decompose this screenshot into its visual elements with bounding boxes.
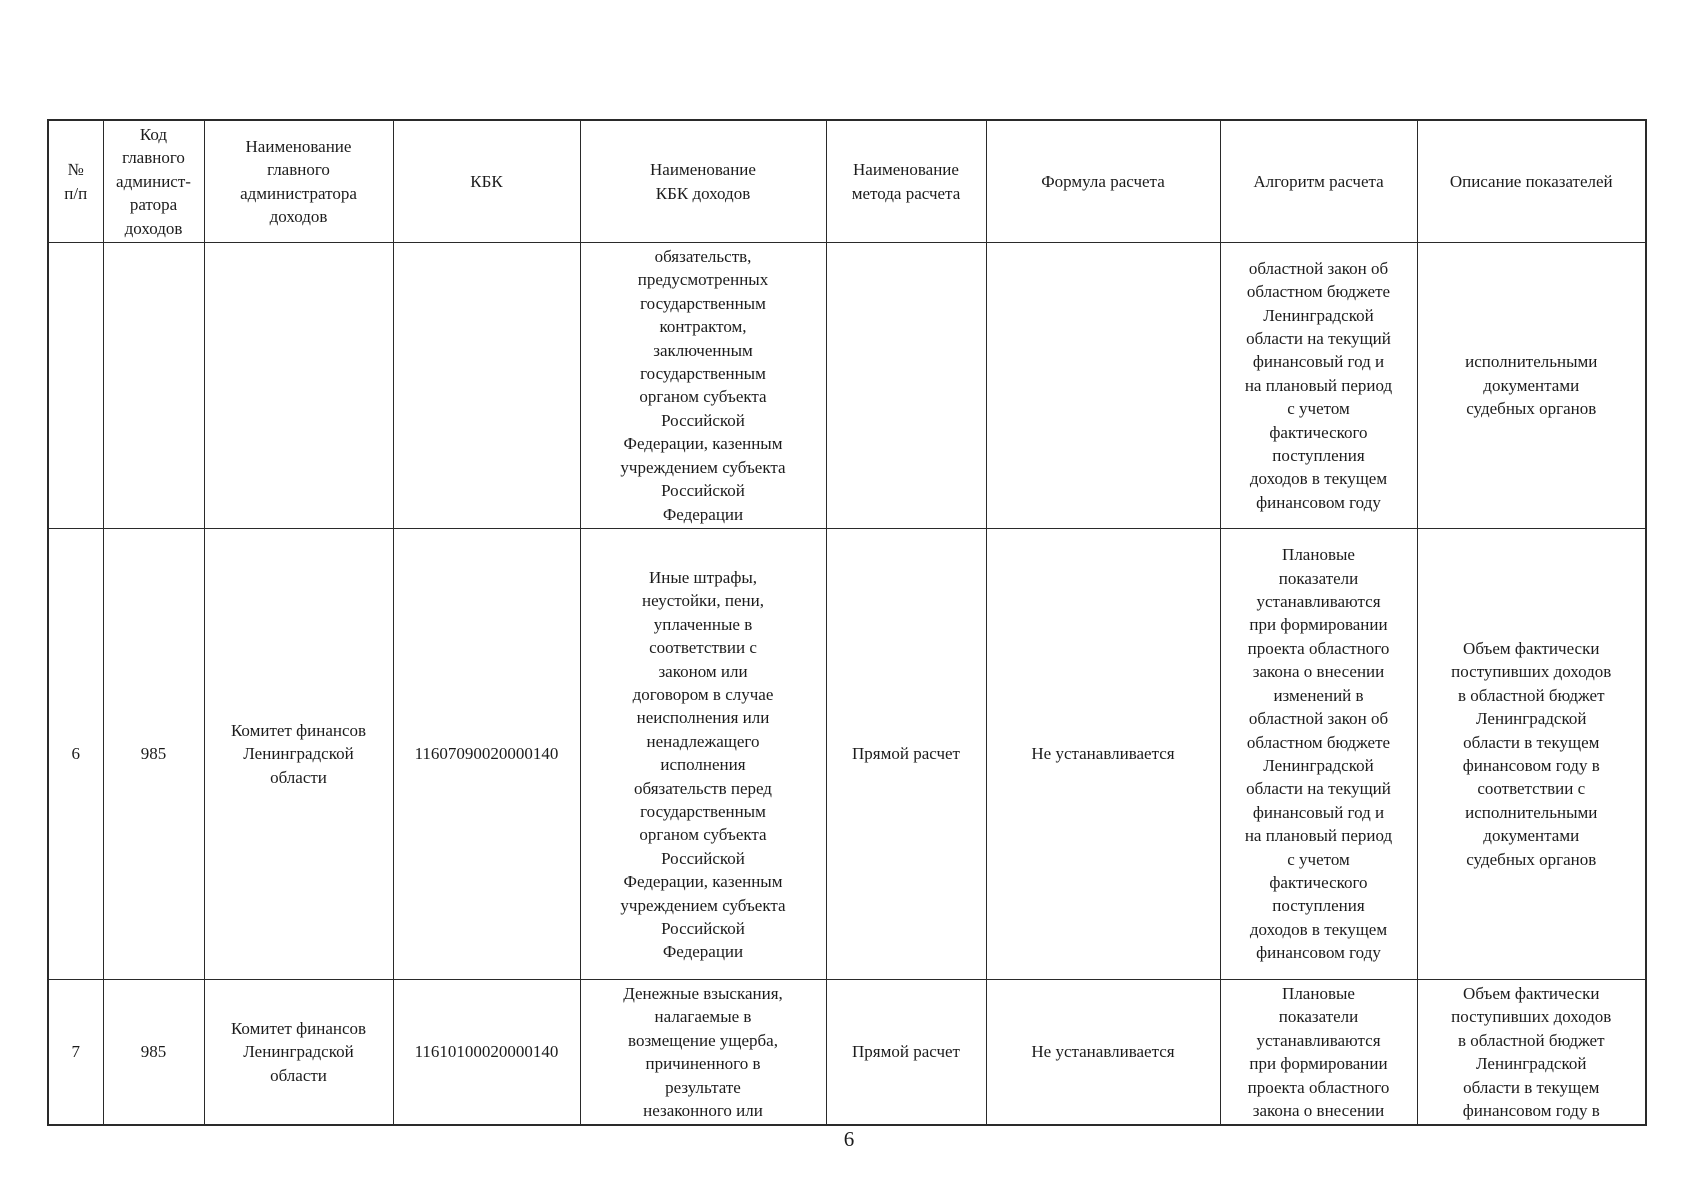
- cell-admin-code: 985: [103, 979, 204, 1125]
- cell-method: [826, 243, 986, 529]
- cell-method: Прямой расчет: [826, 528, 986, 979]
- table-header-row: [48, 120, 1646, 243]
- header-admin-name: Наименование главного администратора доходов: [204, 120, 393, 243]
- revenue-methods-table: [47, 119, 1647, 1126]
- table-row: [48, 528, 1646, 979]
- cell-algorithm: Плановые показатели устанавливаются при формировании проекта областного закона о внесении: [1220, 979, 1417, 1125]
- cell-admin-code: [103, 243, 204, 529]
- header-admin-code: Код главного админист- ратора доходов: [103, 120, 204, 243]
- header-kbk-name: Наименование КБК доходов: [580, 120, 826, 243]
- cell-algorithm: областной закон об областном бюджете Ленинградской области на текущий финансовый год и на плановый период с учетом фактического поступления доходов в текущем финансовом году: [1220, 243, 1417, 529]
- cell-num: 7: [48, 979, 103, 1125]
- header-num: № п/п: [48, 120, 103, 243]
- cell-kbk: [393, 243, 580, 529]
- cell-admin-code: 985: [103, 528, 204, 979]
- header-method: Наименование метода расчета: [826, 120, 986, 243]
- cell-kbk: 11610100020000140: [393, 979, 580, 1125]
- header-description: Описание показателей: [1417, 120, 1646, 243]
- table-row: [48, 979, 1646, 1125]
- header-kbk: КБК: [393, 120, 580, 243]
- cell-kbk: 11607090020000140: [393, 528, 580, 979]
- cell-num: 6: [48, 528, 103, 979]
- cell-formula: Не устанавливается: [986, 979, 1220, 1125]
- cell-admin-name: Комитет финансов Ленинградской области: [204, 979, 393, 1125]
- cell-num: [48, 243, 103, 529]
- cell-kbk-name: Иные штрафы, неустойки, пени, уплаченные в соответствии с законом или договором в случае неисполнения или ненадлежащего исполнения обязательств перед государственным органом субъекта Российской Федерации, казенным учреждением субъекта Российской Федерации: [580, 528, 826, 979]
- cell-algorithm: Плановые показатели устанавливаются при формировании проекта областного закона о внесении изменений в областной закон об областном бюджете Ленинградской области на текущий финансовый год и на плановый период с учетом фактического поступления доходов в текущем финансовом году: [1220, 528, 1417, 979]
- cell-description: исполнительными документами судебных органов: [1417, 243, 1646, 529]
- cell-description: Объем фактически поступивших доходов в областной бюджет Ленинградской области в текущем финансовом году в соответствии с исполнительными документами судебных органов: [1417, 528, 1646, 979]
- cell-formula: [986, 243, 1220, 529]
- cell-method: Прямой расчет: [826, 979, 986, 1125]
- cell-admin-name: Комитет финансов Ленинградской области: [204, 528, 393, 979]
- cell-kbk-name: Денежные взыскания, налагаемые в возмещение ущерба, причиненного в результате незаконного или: [580, 979, 826, 1125]
- cell-formula: Не устанавливается: [986, 528, 1220, 979]
- table-row: [48, 243, 1646, 529]
- cell-kbk-name: обязательств, предусмотренных государственным контрактом, заключенным государственным органом субъекта Российской Федерации, казенным учреждением субъекта Российской Федерации: [580, 243, 826, 529]
- page-number: 6: [843, 1127, 855, 1151]
- header-formula: Формула расчета: [986, 120, 1220, 243]
- header-algorithm: Алгоритм расчета: [1220, 120, 1417, 243]
- cell-description: Объем фактически поступивших доходов в областной бюджет Ленинградской области в текущем финансовом году в: [1417, 979, 1646, 1125]
- cell-admin-name: [204, 243, 393, 529]
